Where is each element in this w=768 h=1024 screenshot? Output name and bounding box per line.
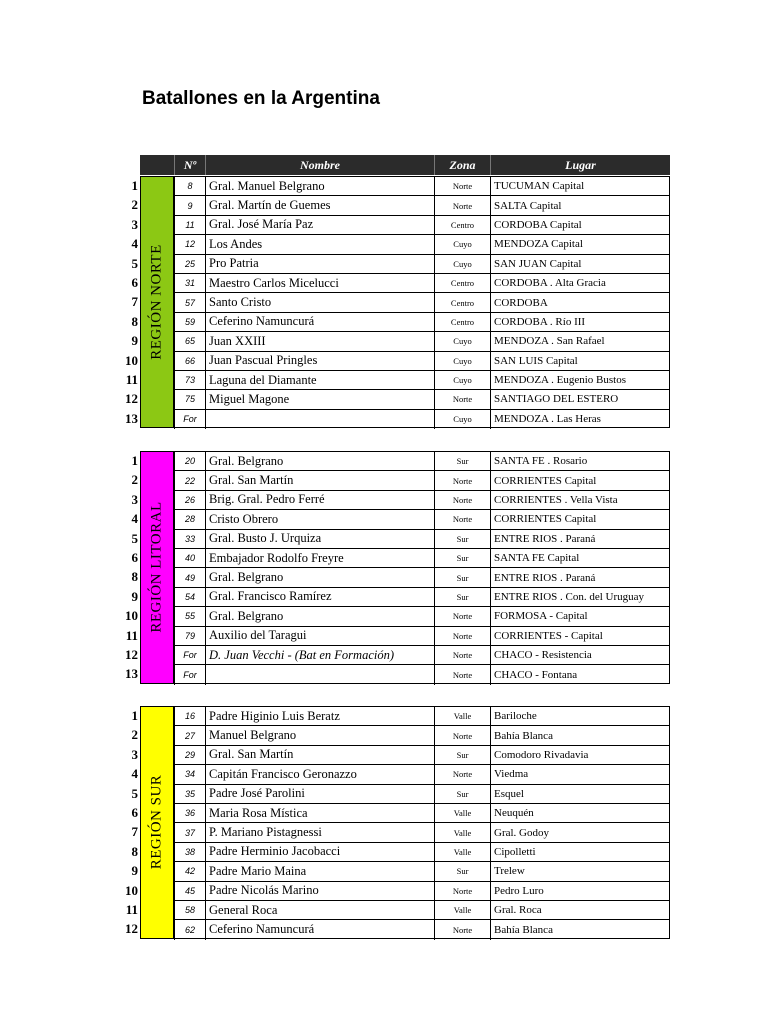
battalion-number: 12: [174, 235, 205, 253]
battalion-name: Los Andes: [205, 235, 434, 253]
battalion-zone: Norte: [434, 646, 490, 664]
row-index: 12: [125, 391, 138, 407]
table-row: [174, 216, 669, 235]
battalion-zone: Norte: [434, 177, 490, 195]
table-row: [174, 920, 669, 939]
row-index: 4: [131, 236, 138, 252]
row-index: 3: [131, 216, 138, 232]
row-index: 9: [131, 333, 138, 349]
battalion-name: Gral. Belgrano: [205, 607, 434, 625]
battalion-zone: Valle: [434, 804, 490, 822]
row-index: 13: [125, 410, 138, 426]
battalion-location: CHACO - Resistencia: [490, 646, 670, 664]
battalion-zone: Norte: [434, 882, 490, 900]
battalion-name: Ceferino Namuncurá: [205, 920, 434, 939]
battalion-zone: Sur: [434, 452, 490, 470]
battalion-location: SANTIAGO DEL ESTERO: [490, 390, 670, 408]
battalion-name: Capitán Francisco Geronazzo: [205, 765, 434, 783]
battalion-location: SAN LUIS Capital: [490, 352, 670, 370]
table-row: [174, 352, 669, 371]
battalion-zone: Sur: [434, 549, 490, 567]
battalion-zone: Sur: [434, 588, 490, 606]
battalion-location: CHACO - Fontana: [490, 665, 670, 684]
battalion-name: Miguel Magone: [205, 390, 434, 408]
battalion-location: TUCUMAN Capital: [490, 177, 670, 195]
battalion-location: CORRIENTES Capital: [490, 510, 670, 528]
row-index: 4: [131, 511, 138, 527]
battalion-name: Gral. Manuel Belgrano: [205, 177, 434, 195]
region-label: REGIÓN SUR: [148, 775, 165, 870]
table-row: [174, 823, 669, 842]
battalion-number: 57: [174, 293, 205, 311]
row-index: 5: [131, 255, 138, 271]
battalion-number: 58: [174, 901, 205, 919]
row-index: 6: [131, 805, 138, 820]
battalion-name: Gral. San Martín: [205, 746, 434, 764]
battalion-number: 38: [174, 843, 205, 861]
battalion-zone: Norte: [434, 920, 490, 939]
battalion-location: Cipolletti: [490, 843, 670, 861]
battalion-zone: Sur: [434, 862, 490, 880]
row-index: 13: [125, 666, 138, 682]
row-index: 7: [131, 824, 138, 840]
table-row: [174, 255, 669, 274]
battalion-number: 59: [174, 313, 205, 331]
battalion-location: Gral. Roca: [490, 901, 670, 919]
battalion-zone: Norte: [434, 196, 490, 214]
battalion-name: Gral. Belgrano: [205, 452, 434, 470]
battalion-name: Padre Mario Maina: [205, 862, 434, 880]
header-lugar: Lugar: [490, 155, 670, 175]
battalion-number: 16: [174, 707, 205, 725]
battalion-number: For: [174, 665, 205, 684]
battalion-number: 37: [174, 823, 205, 841]
battalion-zone: Cuyo: [434, 371, 490, 389]
battalion-zone: Centro: [434, 274, 490, 292]
table-row: [174, 410, 669, 429]
table-row: [174, 627, 669, 646]
battalion-zone: Norte: [434, 627, 490, 645]
battalion-zone: Norte: [434, 665, 490, 684]
battalion-location: SAN JUAN Capital: [490, 255, 670, 273]
battalion-number: 22: [174, 471, 205, 489]
battalion-number: 25: [174, 255, 205, 273]
row-index: 10: [125, 882, 138, 898]
table-row: [174, 746, 669, 765]
row-index: 10: [125, 608, 138, 624]
battalion-zone: Norte: [434, 390, 490, 408]
battalion-name: [205, 665, 434, 684]
row-index: 5: [131, 530, 138, 546]
battalion-location: CORRIENTES . Vella Vista: [490, 491, 670, 509]
battalion-zone: Norte: [434, 765, 490, 783]
battalion-zone: Valle: [434, 843, 490, 861]
table-header: [140, 155, 670, 175]
battalion-zone: Norte: [434, 510, 490, 528]
row-index: 1: [131, 178, 138, 193]
row-index: 8: [131, 313, 138, 329]
row-index: 1: [131, 453, 138, 468]
battalion-name: Gral. San Martín: [205, 471, 434, 489]
battalion-number: 29: [174, 746, 205, 764]
battalion-location: Gral. Godoy: [490, 823, 670, 841]
battalion-location: CORDOBA . Río III: [490, 313, 670, 331]
region-table: [174, 706, 670, 939]
battalion-zone: Centro: [434, 313, 490, 331]
battalion-zone: Norte: [434, 726, 490, 744]
battalion-number: 36: [174, 804, 205, 822]
row-index: 7: [131, 294, 138, 310]
battalion-number: 45: [174, 882, 205, 900]
battalion-number: 49: [174, 568, 205, 586]
battalion-number: 20: [174, 452, 205, 470]
battalion-location: Pedro Luro: [490, 882, 670, 900]
battalion-number: 31: [174, 274, 205, 292]
region-band: [140, 706, 174, 939]
battalion-location: MENDOZA . San Rafael: [490, 332, 670, 350]
table-row: [174, 607, 669, 626]
battalion-number: 65: [174, 332, 205, 350]
table-row: [174, 177, 669, 196]
row-index: 2: [131, 197, 138, 213]
row-index: 11: [125, 372, 138, 387]
battalion-number: 62: [174, 920, 205, 939]
battalion-zone: Valle: [434, 901, 490, 919]
battalion-zone: Norte: [434, 491, 490, 509]
battalion-name: Gral. Busto J. Urquiza: [205, 530, 434, 548]
battalion-number: 33: [174, 530, 205, 548]
battalion-location: MENDOZA . Eugenio Bustos: [490, 371, 670, 389]
battalion-location: Viedma: [490, 765, 670, 783]
battalion-number: 9: [174, 196, 205, 214]
battalion-location: FORMOSA - Capital: [490, 607, 670, 625]
battalion-location: CORRIENTES - Capital: [490, 627, 670, 645]
battalion-zone: Centro: [434, 293, 490, 311]
table-row: [174, 491, 669, 510]
battalion-zone: Sur: [434, 746, 490, 764]
table-row: [174, 568, 669, 587]
battalion-location: Trelew: [490, 862, 670, 880]
region-block: [125, 176, 670, 428]
battalion-zone: Norte: [434, 607, 490, 625]
row-index: 11: [125, 627, 138, 643]
battalion-name: Gral. Francisco Ramírez: [205, 588, 434, 606]
row-index: 3: [131, 746, 138, 762]
region-table: [174, 451, 670, 684]
battalion-location: ENTRE RIOS . Con. del Uruguay: [490, 588, 670, 606]
battalion-number: 11: [174, 216, 205, 234]
battalion-zone: Centro: [434, 216, 490, 234]
battalion-name: Juan Pascual Pringles: [205, 352, 434, 370]
row-index: 12: [125, 647, 138, 662]
table-row: [174, 371, 669, 390]
battalion-name: Laguna del Diamante: [205, 371, 434, 389]
battalion-zone: Norte: [434, 471, 490, 489]
battalion-name: Ceferino Namuncurá: [205, 313, 434, 331]
table-row: [174, 293, 669, 312]
battalion-location: CORRIENTES Capital: [490, 471, 670, 489]
battalion-zone: Valle: [434, 823, 490, 841]
battalion-location: SANTA FE . Rosario: [490, 452, 670, 470]
battalion-name: Maestro Carlos Micelucci: [205, 274, 434, 292]
battalion-number: 75: [174, 390, 205, 408]
battalion-location: ENTRE RIOS . Paraná: [490, 568, 670, 586]
row-index: 12: [125, 921, 138, 937]
table-row: [174, 707, 669, 726]
battalion-name: Brig. Gral. Pedro Ferré: [205, 491, 434, 509]
region-table: [174, 176, 670, 428]
row-index: 4: [131, 766, 138, 782]
battalion-name: Padre Higinio Luis Beratz: [205, 707, 434, 725]
battalion-number: 26: [174, 491, 205, 509]
battalion-location: SANTA FE Capital: [490, 549, 670, 567]
header-no: Nº: [174, 155, 205, 175]
table-row: [174, 646, 669, 665]
table-row: [174, 390, 669, 409]
battalion-name: P. Mariano Pistagnessi: [205, 823, 434, 841]
battalion-name: Juan XXIII: [205, 332, 434, 350]
row-index: 8: [131, 843, 138, 859]
region-block: [125, 706, 670, 939]
table-row: [174, 530, 669, 549]
battalion-zone: Sur: [434, 785, 490, 803]
table-row: [174, 549, 669, 568]
table-row: [174, 196, 669, 215]
battalion-number: 54: [174, 588, 205, 606]
table-row: [174, 665, 669, 684]
battalion-number: 66: [174, 352, 205, 370]
row-index: 9: [131, 588, 138, 604]
region-label: REGIÓN LITORAL: [148, 501, 165, 634]
battalion-name: Santo Cristo: [205, 293, 434, 311]
row-index: 6: [131, 550, 138, 565]
battalion-name: Padre Nicolás Marino: [205, 882, 434, 900]
battalion-name: Gral. José María Paz: [205, 216, 434, 234]
battalion-name: Gral. Martín de Guemes: [205, 196, 434, 214]
battalion-name: Pro Patria: [205, 255, 434, 273]
battalion-number: 28: [174, 510, 205, 528]
battalion-location: MENDOZA . Las Heras: [490, 410, 670, 429]
battalion-name: Maria Rosa Mística: [205, 804, 434, 822]
row-index: 1: [131, 708, 138, 723]
region-label: REGIÓN NORTE: [148, 244, 165, 360]
table-row: [174, 588, 669, 607]
battalion-location: CORDOBA . Alta Gracia: [490, 274, 670, 292]
battalion-location: Bariloche: [490, 707, 670, 725]
table-row: [174, 471, 669, 490]
table-row: [174, 274, 669, 293]
row-index: 11: [125, 902, 138, 917]
battalion-name: Cristo Obrero: [205, 510, 434, 528]
battalion-location: CORDOBA: [490, 293, 670, 311]
battalion-number: 55: [174, 607, 205, 625]
battalion-location: Neuquén: [490, 804, 670, 822]
battalion-location: ENTRE RIOS . Paraná: [490, 530, 670, 548]
battalion-location: SALTA Capital: [490, 196, 670, 214]
battalion-name: Embajador Rodolfo Freyre: [205, 549, 434, 567]
row-index: 6: [131, 275, 138, 290]
battalion-zone: Cuyo: [434, 255, 490, 273]
table-row: [174, 452, 669, 471]
battalion-zone: Cuyo: [434, 332, 490, 350]
table-row: [174, 785, 669, 804]
header-nombre: Nombre: [205, 155, 434, 175]
battalion-name: Gral. Belgrano: [205, 568, 434, 586]
battalion-number: 40: [174, 549, 205, 567]
battalion-location: MENDOZA Capital: [490, 235, 670, 253]
battalion-number: 42: [174, 862, 205, 880]
battalion-name: D. Juan Vecchi - (Bat en Formación): [205, 646, 434, 664]
row-index: 10: [125, 352, 138, 368]
page-title: Batallones en la Argentina: [142, 88, 380, 109]
battalion-zone: Cuyo: [434, 352, 490, 370]
row-index: 5: [131, 785, 138, 801]
row-index: 2: [131, 472, 138, 488]
battalion-number: For: [174, 646, 205, 664]
battalion-name: Auxilio del Taragui: [205, 627, 434, 645]
battalion-location: CORDOBA Capital: [490, 216, 670, 234]
row-index: 3: [131, 491, 138, 507]
battalion-zone: Sur: [434, 530, 490, 548]
battalion-number: 79: [174, 627, 205, 645]
table-row: [174, 882, 669, 901]
battalion-name: General Roca: [205, 901, 434, 919]
battalion-number: For: [174, 410, 205, 429]
table-row: [174, 843, 669, 862]
table-row: [174, 332, 669, 351]
table-row: [174, 313, 669, 332]
battalion-location: Esquel: [490, 785, 670, 803]
battalion-name: Padre Herminio Jacobacci: [205, 843, 434, 861]
table-row: [174, 901, 669, 920]
battalion-name: [205, 410, 434, 429]
region-band: [140, 176, 174, 428]
header-zona: Zona: [434, 155, 490, 175]
table-row: [174, 804, 669, 823]
row-index: 8: [131, 569, 138, 585]
battalion-number: 34: [174, 765, 205, 783]
battalion-name: Padre José Parolini: [205, 785, 434, 803]
battalion-number: 35: [174, 785, 205, 803]
battalion-location: Bahía Blanca: [490, 726, 670, 744]
battalion-number: 27: [174, 726, 205, 744]
table-row: [174, 765, 669, 784]
battalion-zone: Cuyo: [434, 235, 490, 253]
battalion-zone: Cuyo: [434, 410, 490, 429]
battalion-location: Bahía Blanca: [490, 920, 670, 939]
region-block: [125, 451, 670, 684]
battalion-zone: Valle: [434, 707, 490, 725]
region-band: [140, 451, 174, 684]
table-row: [174, 235, 669, 254]
battalion-number: 8: [174, 177, 205, 195]
battalion-name: Manuel Belgrano: [205, 726, 434, 744]
table-row: [174, 862, 669, 881]
row-index: 9: [131, 863, 138, 879]
battalion-location: Comodoro Rivadavia: [490, 746, 670, 764]
row-index: 2: [131, 727, 138, 743]
table-row: [174, 726, 669, 745]
battalion-number: 73: [174, 371, 205, 389]
table-row: [174, 510, 669, 529]
battalion-zone: Sur: [434, 568, 490, 586]
